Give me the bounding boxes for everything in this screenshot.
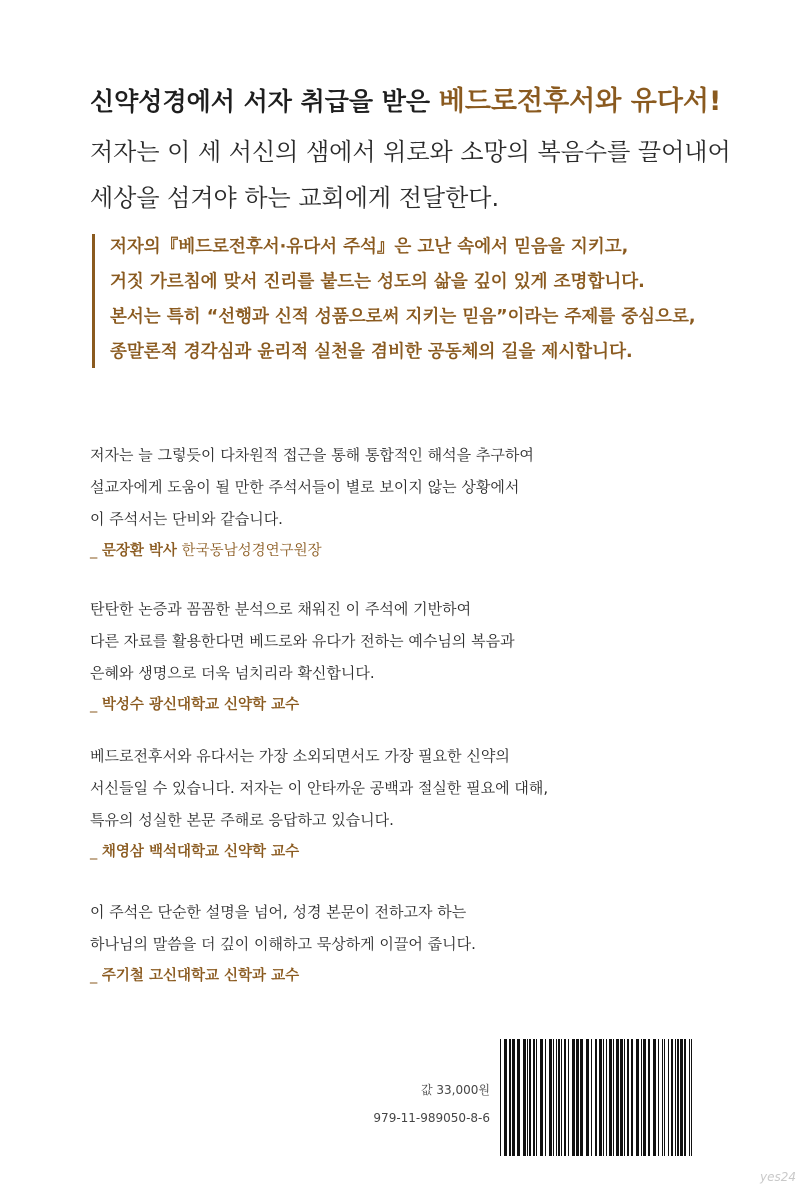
barcode-bar [556,1039,557,1156]
attribution-dash: _ [90,844,102,860]
review-line: 설교자에게 도움이 될 만한 주석서들이 별로 보이지 않는 상황에서 [90,478,520,496]
barcode-bar [689,1039,690,1156]
review-4 [90,896,770,992]
barcode-bar [529,1039,531,1156]
barcode-bar [561,1039,562,1156]
barcode-bar [553,1039,554,1156]
barcode-bar [576,1039,579,1156]
barcode-bar [664,1039,665,1156]
barcode-bar [512,1039,515,1156]
barcode-bar [603,1039,604,1156]
watermark: yes24 [760,1170,797,1184]
review-1 [90,439,770,567]
barcode-bar [536,1039,537,1156]
review-line: 은혜와 생명으로 더욱 넘치리라 확신합니다. [90,664,375,682]
barcode-bar [572,1039,575,1156]
barcode-bar [549,1039,552,1156]
barcode-bar [527,1039,528,1156]
barcode-bar [675,1039,676,1156]
barcode-bar [620,1039,623,1156]
barcode-bar [545,1039,546,1156]
barcode-bar [662,1039,663,1156]
reviewer-name: 채영삼 [101,844,144,860]
review-line: 특유의 성실한 본문 주해로 응답하고 있습니다. [90,811,394,829]
reviewer-affiliation: 백석대학교 신약학 교수 [143,844,300,860]
reviewer-affiliation: 한국동남성경연구원장 [176,543,322,559]
barcode-bar [613,1039,614,1156]
headline-line-3: 세상을 섬겨야 하는 교회에게 전달한다. [90,184,500,212]
review-line: 이 주석은 단순한 설명을 넘어, 성경 본문이 전하고자 하는 [90,903,467,921]
barcode-bar [643,1039,646,1156]
barcode-bar [509,1039,511,1156]
headline [90,82,780,218]
barcode-bar [586,1039,589,1156]
barcode-bar [580,1039,583,1156]
price-isbn-block [330,1078,490,1130]
review-attribution [90,689,770,721]
barcode-bar [677,1039,679,1156]
barcode-bar [500,1039,501,1156]
barcode-bar [568,1039,569,1156]
review-line: 저자는 늘 그렇듯이 다차원적 접근을 통해 통합적인 해석을 추구하여 [90,446,534,464]
quote-line: 본서는 특히 “선행과 신적 성품으로써 지키는 믿음”이라는 주제를 중심으로, [110,307,696,327]
review-line: 이 주석서는 단비와 같습니다. [90,510,283,528]
barcode-bar [684,1039,686,1156]
barcode-bar [624,1039,625,1156]
barcode-bar [641,1039,642,1156]
reviewer-affiliation: 광신대학교 신약학 교수 [143,697,300,713]
price-label: 값 33,000원 [421,1083,490,1097]
headline-prefix: 신약성경에서 서자 취급을 받은 [90,87,439,116]
review-line: 하나님의 말씀을 더 깊이 이해하고 묵상하게 이끌어 줍니다. [90,935,476,953]
barcode-bar [523,1039,526,1156]
barcode-bar [636,1039,639,1156]
barcode-bar [517,1039,520,1156]
reviewer-name: 문장환 박사 [101,543,177,559]
barcode-bar [599,1039,602,1156]
review-attribution [90,836,770,868]
review-3 [90,740,770,868]
barcode-bar [540,1039,543,1156]
barcode-icon [498,1039,698,1156]
attribution-dash: _ [90,968,102,984]
barcode-bar [658,1039,659,1156]
review-line: 베드로전후서와 유다서는 가장 소외되면서도 가장 필요한 신약의 [90,747,510,765]
reviewer-name: 박성수 [101,697,144,713]
review-attribution [90,535,770,567]
headline-highlight: 베드로전후서와 유다서! [438,86,722,117]
barcode-bar [606,1039,607,1156]
barcode-bar [631,1039,633,1156]
reviewer-affiliation: 고신대학교 신학과 교수 [143,968,300,984]
barcode-bar [616,1039,619,1156]
barcode-bar [627,1039,629,1156]
barcode-bar [591,1039,592,1156]
barcode-bar [595,1039,597,1156]
barcode-bar [653,1039,656,1156]
quote-accent-bar [92,234,95,368]
isbn-label: 979-11-989050-8-6 [373,1111,490,1125]
attribution-dash: _ [90,543,102,559]
reviewer-name: 주기철 [101,968,144,984]
barcode-bar [691,1039,692,1156]
headline-line-2: 저자는 이 세 서신의 샘에서 위로와 소망의 복음수를 끌어내어 [90,138,731,166]
barcode-bar [671,1039,673,1156]
barcode-bar [558,1039,560,1156]
attribution-dash: _ [90,697,102,713]
barcode-bar [680,1039,683,1156]
review-attribution [90,960,770,992]
barcode-bar [648,1039,650,1156]
review-2 [90,593,770,721]
pull-quote [92,230,792,372]
barcode-bar [668,1039,669,1156]
barcode-bar [609,1039,612,1156]
quote-line: 저자의『베드로전후서·유다서 주석』은 고난 속에서 믿음을 지키고, [110,237,629,257]
quote-line: 거짓 가르침에 맞서 진리를 붙드는 성도의 삶을 깊이 있게 조명합니다. [110,272,645,292]
barcode-bar [504,1039,507,1156]
review-line: 탄탄한 논증과 꼼꼼한 분석으로 채워진 이 주석에 기반하여 [90,600,472,618]
barcode-bar [564,1039,566,1156]
headline-line-1 [90,82,780,122]
quote-line: 종말론적 경각심과 윤리적 실천을 겸비한 공동체의 길을 제시합니다. [110,342,633,362]
barcode-bar [533,1039,535,1156]
review-line: 서신들일 수 있습니다. 저자는 이 안타까운 공백과 절실한 필요에 대해, [90,779,549,797]
review-line: 다른 자료를 활용한다면 베드로와 유다가 전하는 예수님의 복음과 [90,632,515,650]
